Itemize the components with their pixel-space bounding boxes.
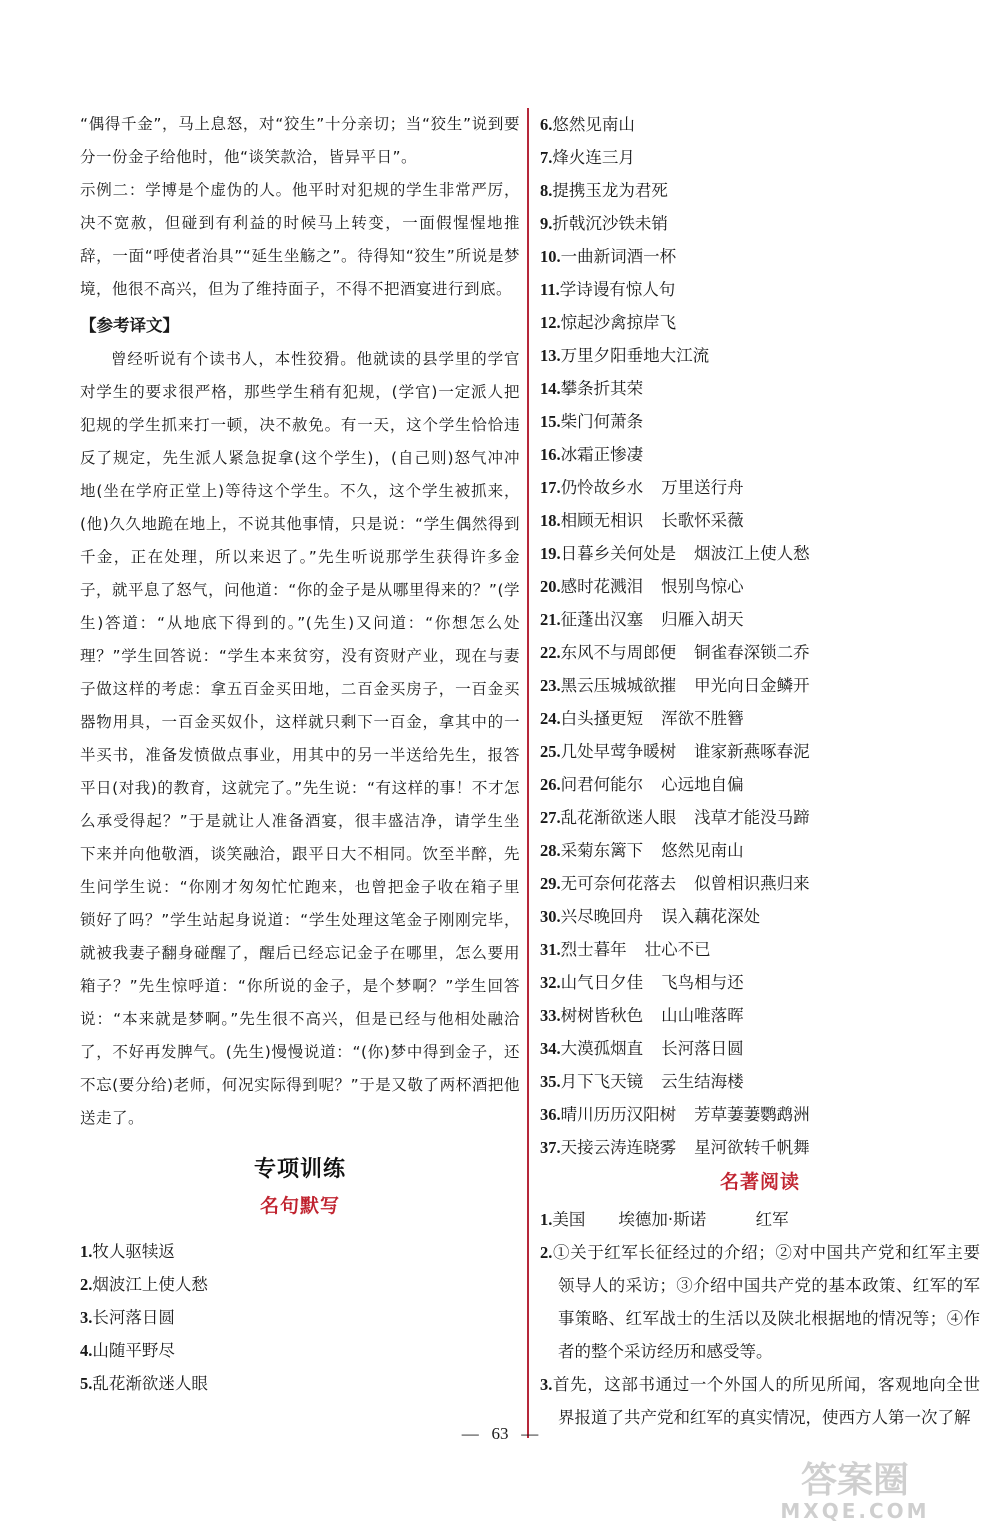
list-item: [540, 1032, 980, 1065]
column-divider: [527, 108, 529, 1438]
item-number: 4.: [80, 1341, 93, 1360]
item-text: 树树皆秋色: [560, 1006, 644, 1025]
item-number: 29.: [540, 874, 561, 893]
item-text: 东风不与周郎便: [560, 643, 677, 662]
list-item: [540, 471, 980, 504]
item-number: 13.: [540, 346, 561, 365]
list-item: [540, 141, 980, 174]
item-number: 36.: [540, 1105, 561, 1124]
item-text-second: 浑欲不胜簪: [661, 709, 744, 728]
item-text: 几处早莺争暖树: [560, 742, 677, 761]
list-item: [540, 603, 980, 636]
item-number: 30.: [540, 907, 561, 926]
list-item: [540, 207, 980, 240]
item-text: 一曲新词酒一杯: [560, 247, 677, 266]
translation-heading: 【参考译文】: [80, 316, 179, 335]
item-text-second: 壮心不已: [644, 940, 711, 959]
item-number: 18.: [540, 511, 561, 530]
item-text: 烽火连三月: [552, 148, 635, 167]
item-text: 无可奈何花落去: [560, 874, 677, 893]
list-item: [540, 240, 980, 273]
list-item: [80, 1268, 520, 1301]
item-text: 柴门何萧条: [560, 412, 644, 431]
item-number: 31.: [540, 940, 561, 959]
item-number: 22.: [540, 643, 561, 662]
item-number: 25.: [540, 742, 561, 761]
item-text: 山随平野尽: [92, 1341, 175, 1360]
watermark-title: 答案圈: [800, 1460, 910, 1501]
item-number: 3.: [80, 1308, 93, 1327]
list-item: [540, 504, 980, 537]
item-number: 20.: [540, 577, 561, 596]
item-text: 月下飞天镜: [560, 1072, 644, 1091]
item-number: 8.: [540, 181, 553, 200]
item-text-second: 似曾相识燕归来: [694, 874, 810, 893]
item-number: 15.: [540, 412, 561, 431]
item-number: 2.: [80, 1275, 93, 1294]
item-number: 12.: [540, 313, 561, 332]
answer-paragraph-1: “偶得千金”，马上息怒，对“狡生”十分亲切；当“狡生”说到要分一份金子给他时，他“谈笑款洽，皆异平日”。: [80, 115, 520, 166]
reading-item: [540, 1236, 980, 1368]
item-text-second: 万里送行舟: [661, 478, 744, 497]
item-text: 牧人驱犊返: [92, 1242, 175, 1261]
item-text-second: 甲光向日金鳞开: [694, 676, 810, 695]
list-item: [540, 834, 980, 867]
item-number: 2.: [540, 1243, 553, 1262]
list-item: [80, 1235, 520, 1268]
item-text: 冰霜正惨凄: [560, 445, 644, 464]
item-number: 1.: [80, 1242, 93, 1261]
item-number: 27.: [540, 808, 561, 827]
item-number: 23.: [540, 676, 561, 695]
item-text: 提携玉龙为君死: [552, 181, 668, 200]
item-number: 14.: [540, 379, 561, 398]
item-number: 19.: [540, 544, 561, 563]
item-number: 37.: [540, 1138, 561, 1157]
item-number: 16.: [540, 445, 561, 464]
list-item: [540, 570, 980, 603]
item-text-second: 心远地自偏: [661, 775, 744, 794]
list-item: [540, 108, 980, 141]
item-number: 1.: [540, 1210, 553, 1229]
list-item: [80, 1301, 520, 1334]
item-number: 24.: [540, 709, 561, 728]
item-text: 天接云涛连晓雾: [560, 1138, 677, 1157]
item-text-second: 谁家新燕啄春泥: [694, 742, 810, 761]
famous-lines-title: 名句默写: [259, 1195, 340, 1217]
item-number: 6.: [540, 115, 553, 134]
item-text: 烟波江上使人愁: [92, 1275, 208, 1294]
list-item: [80, 1334, 520, 1367]
list-item: [540, 636, 980, 669]
list-item: [540, 702, 980, 735]
page-number: — 63 —: [461, 1424, 539, 1443]
reading-item: [540, 1203, 980, 1236]
translation-text: 曾经听说有个读书人，本性狡猾。他就读的县学里的学官对学生的要求很严格，那些学生稍有犯规，(学官)一定派人把犯规的学生抓来打一顿，决不赦免。有一天，这个学生恰恰违反了规定，先生派人紧急捉拿(这个学生)，(自己则)怒气冲冲地(坐在学府正堂上)等待这个学生。不久，这个学生被抓来，(他)久久地跪在地上，不说其他事情，只是说：“学生偶然得到千金，正在处理，所以来迟了。”先生听说那学生获得许多金子，就平息了怒气，问他道：“你的金子是从哪里得来的？”(学生)答道：“从地底下得到的。”(先生)又问道：“你想怎么处理？”学生回答说：“学生本来贫穷，没有资财产业，现在与妻子做这样的考虑：拿五百金买田地，二百金买房子，一百金买器物用具，一百金买奴仆，这样就只剩下一百金，拿其中的一半买书，准备发愤做点事业，用其中的另一半送给先生，报答平日(对我)的教育，这就完了。”先生说：“有这样的事！不才怎么承受得起？”于是就让人准备酒宴，很丰盛洁净，请学生坐下来并向他敬酒，谈笑融洽，跟平日大不相同。饮至半醉，先生问学生说：“你刚才匆匆忙忙跑来，也曾把金子收在箱子里锁好了吗？”学生站起身说道：“学生处理这笔金子刚刚完毕，就被我妻子翻身碰醒了，醒后已经忘记金子在哪里，怎么要用箱子？”先生惊呼道：“你所说的金子，是个梦啊？”学生回答说：“本来就是梦啊。”先生很不高兴，但是已经与他相处融洽了，不好再发脾气。(先生)慢慢说道：“(你)梦中得到金子，还不忘(要分给)老师，何况实际得到呢？”于是又敬了两杯酒把他送走了。: [80, 350, 520, 1127]
list-item: [540, 1131, 980, 1164]
item-number: 21.: [540, 610, 561, 629]
item-text: 问君何能尔: [560, 775, 644, 794]
item-text-second: 铜雀春深锁二乔: [694, 643, 810, 662]
item-text: 征蓬出汉塞: [560, 610, 644, 629]
item-text-second: 云生结海楼: [661, 1072, 744, 1091]
item-number: 3.: [540, 1375, 553, 1394]
list-item: [540, 174, 980, 207]
right-item-list: [540, 108, 980, 1164]
item-text: 白头搔更短: [560, 709, 644, 728]
list-item: [540, 438, 980, 471]
item-number: 10.: [540, 247, 561, 266]
list-item: [540, 768, 980, 801]
item-text: 黑云压城城欲摧: [560, 676, 677, 695]
item-text-second: 飞鸟相与还: [661, 973, 744, 992]
item-text-second: 星河欲转千帆舞: [694, 1138, 810, 1157]
item-number: 34.: [540, 1039, 561, 1058]
watermark-url: MXQE.COM: [780, 1499, 930, 1523]
item-text-second: 长歌怀采薇: [661, 511, 744, 530]
left-column: [80, 108, 520, 1400]
item-text: 乱花渐欲迷人眼: [92, 1374, 208, 1393]
item-text-second: 山山唯落晖: [661, 1006, 744, 1025]
item-text-second: 悠然见南山: [661, 841, 744, 860]
item-text: 万里夕阳垂地大江流: [560, 346, 710, 365]
item-text-second: 长河落日圆: [661, 1039, 744, 1058]
left-item-list: [80, 1235, 520, 1400]
item-text: 长河落日圆: [92, 1308, 175, 1327]
item-text: 感时花溅泪: [560, 577, 644, 596]
item-text: 日暮乡关何处是: [560, 544, 677, 563]
list-item: [540, 339, 980, 372]
watermark-logo: [740, 1452, 970, 1524]
item-number: 28.: [540, 841, 561, 860]
item-text-second: 恨别鸟惊心: [661, 577, 744, 596]
item-text: 美国 埃德加·斯诺 红军: [552, 1210, 789, 1229]
item-text: 学诗谩有惊人句: [559, 280, 676, 299]
item-text: 仍怜故乡水: [560, 478, 644, 497]
item-text-second: 芳草萋萋鹦鹉洲: [694, 1105, 810, 1124]
item-text: 大漠孤烟直: [560, 1039, 644, 1058]
item-number: 33.: [540, 1006, 561, 1025]
list-item: [80, 1367, 520, 1400]
right-column: [540, 108, 980, 1434]
item-number: 7.: [540, 148, 553, 167]
item-text: 首先，这部书通过一个外国人的所见所闻，客观地向全世界报道了共产党和红军的真实情况，使西方人第一次了解: [552, 1375, 980, 1427]
classics-reading-title: 名著阅读: [719, 1171, 800, 1193]
item-text-second: 归雁入胡天: [661, 610, 744, 629]
item-text: 乱花渐欲迷人眼: [560, 808, 677, 827]
list-item: [540, 372, 980, 405]
list-item: [540, 900, 980, 933]
item-number: 32.: [540, 973, 561, 992]
item-text: 悠然见南山: [552, 115, 635, 134]
item-text: 相顾无相识: [560, 511, 644, 530]
list-item: [540, 306, 980, 339]
list-item: [540, 405, 980, 438]
list-item: [540, 966, 980, 999]
list-item: [540, 1065, 980, 1098]
item-text: 山气日夕佳: [560, 973, 644, 992]
list-item: [540, 867, 980, 900]
item-number: 17.: [540, 478, 561, 497]
list-item: [540, 537, 980, 570]
list-item: [540, 999, 980, 1032]
item-text: 采菊东篱下: [560, 841, 644, 860]
list-item: [540, 669, 980, 702]
item-text: 折戟沉沙铁未销: [552, 214, 668, 233]
page-number-value: 63: [491, 1424, 509, 1443]
item-text: 晴川历历汉阳树: [560, 1105, 677, 1124]
list-item: [540, 933, 980, 966]
item-text-second: 烟波江上使人愁: [694, 544, 810, 563]
list-item: [540, 273, 980, 306]
item-text: 烈士暮年: [560, 940, 627, 959]
list-item: [540, 801, 980, 834]
section-title: 专项训练: [253, 1156, 346, 1182]
item-number: 26.: [540, 775, 561, 794]
item-number: 11.: [540, 280, 560, 299]
list-item: [540, 1098, 980, 1131]
list-item: [540, 735, 980, 768]
item-text: 惊起沙禽掠岸飞: [560, 313, 677, 332]
item-text-second: 误入藕花深处: [661, 907, 761, 926]
item-text: 攀条折其荣: [560, 379, 644, 398]
item-text: ①关于红军长征经过的介绍；②对中国共产党和红军主要领导人的采访；③介绍中国共产党的基本政策、红军的军事策略、红军战士的生活以及陕北根据地的情况等；④作者的整个采访经历和感受等。: [552, 1243, 980, 1361]
answer-paragraph-2: 示例二：学博是个虚伪的人。他平时对犯规的学生非常严厉，决不宽赦，但碰到有利益的时候马上转变，一面假惺惺地推辞，一面“呼使者治具”“延生坐觞之”。待得知“狡生”所说是梦境，他很不高兴，但为了维持面子，不得不把酒宴进行到底。: [80, 181, 520, 298]
item-number: 5.: [80, 1374, 93, 1393]
item-number: 35.: [540, 1072, 561, 1091]
item-text-second: 浅草才能没马蹄: [694, 808, 810, 827]
item-number: 9.: [540, 214, 553, 233]
item-text: 兴尽晚回舟: [560, 907, 644, 926]
